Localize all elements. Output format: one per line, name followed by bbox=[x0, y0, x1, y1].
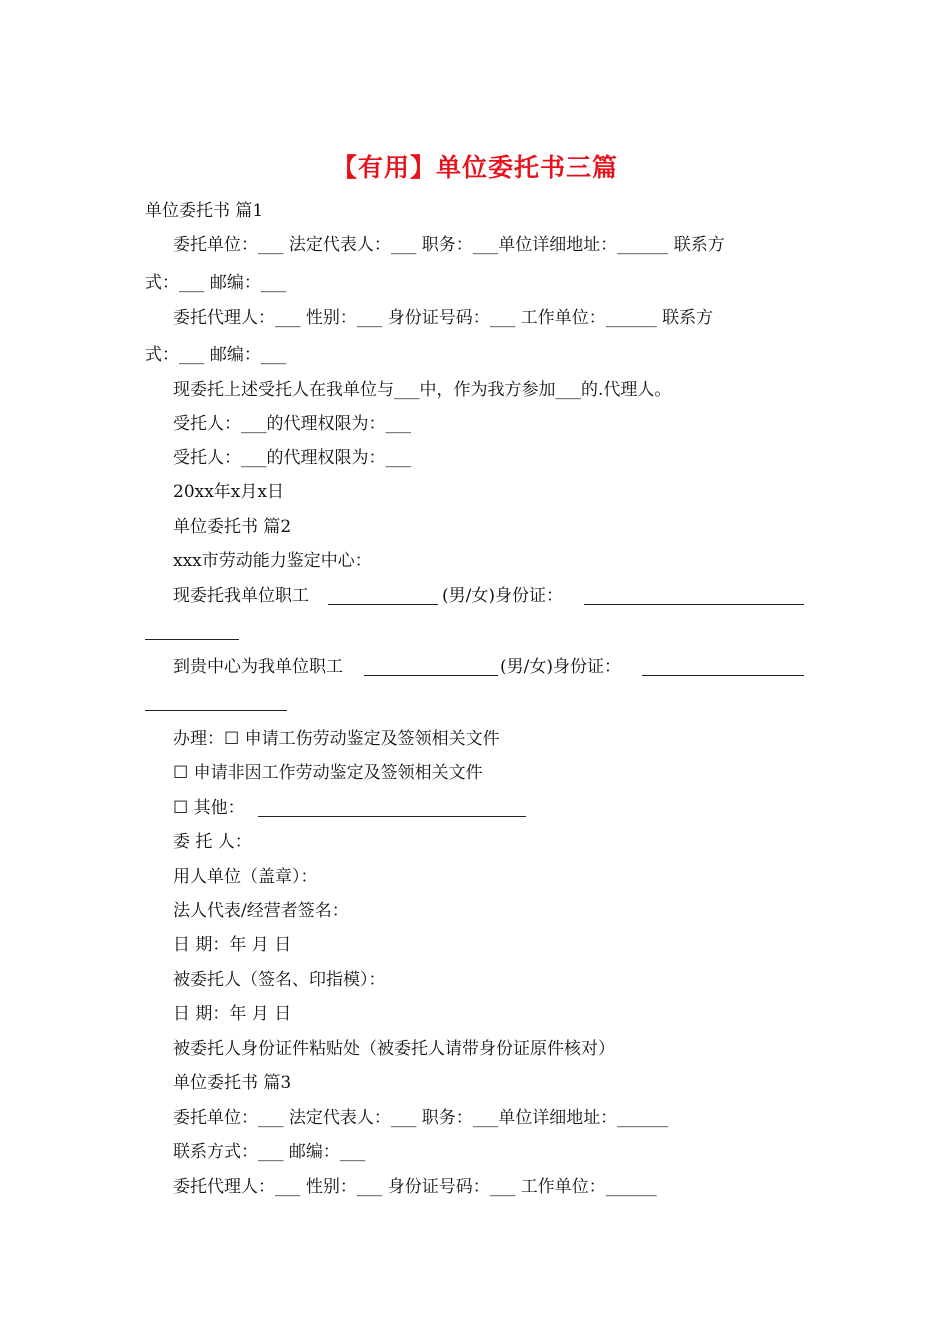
date-line: 20xx年x月x日 bbox=[173, 482, 284, 502]
paragraph-line: 受托人：___的代理权限为：___ bbox=[173, 448, 411, 468]
checkbox-option-line: ☐ 申请非因工作劳动鉴定及签领相关文件 bbox=[173, 763, 483, 783]
paragraph-line: 到贵中心为我单位职工 bbox=[173, 657, 343, 677]
checkbox-option-line: ☐ 其他： bbox=[173, 798, 245, 818]
date-field: 日 期：年 月 日 bbox=[173, 935, 292, 955]
signature-field: 委 托 人： bbox=[173, 832, 252, 852]
addressee-line: xxx市劳动能力鉴定中心： bbox=[173, 551, 372, 571]
paragraph-line: (男/女)身份证： bbox=[442, 586, 563, 606]
section-heading-1: 单位委托书 篇1 bbox=[145, 201, 264, 221]
paragraph-line: 委托单位：___ 法定代表人：___ 职务：___单位详细地址：______ bbox=[173, 1108, 669, 1128]
fill-blank bbox=[258, 816, 526, 817]
paragraph-line: 受托人：___的代理权限为：___ bbox=[173, 414, 411, 434]
document-title: 【有用】单位委托书三篇 bbox=[331, 153, 618, 182]
fill-blank bbox=[145, 639, 239, 640]
paragraph-line: 委托代理人：___ 性别：___ 身份证号码：___ 工作单位：______ bbox=[173, 1177, 657, 1197]
paragraph-line: 现委托上述受托人在我单位与___中，作为我方参加___的.代理人。 bbox=[173, 380, 672, 400]
paragraph-line: 式：___ 邮编：___ bbox=[145, 273, 287, 293]
fill-blank bbox=[364, 675, 498, 676]
date-field: 日 期：年 月 日 bbox=[173, 1004, 292, 1024]
fill-blank bbox=[328, 604, 438, 605]
signature-field: 用人单位（盖章）： bbox=[173, 867, 318, 887]
paragraph-line: 式：___ 邮编：___ bbox=[145, 345, 287, 365]
section-heading-3: 单位委托书 篇3 bbox=[173, 1073, 292, 1093]
fill-blank bbox=[584, 604, 804, 605]
paragraph-line: 现委托我单位职工 bbox=[173, 586, 309, 606]
signature-field: 法人代表/经营者签名： bbox=[173, 901, 349, 921]
checkbox-option-line: 办理：☐ 申请工伤劳动鉴定及签领相关文件 bbox=[173, 729, 500, 749]
paragraph-line: 委托代理人：___ 性别：___ 身份证号码：___ 工作单位：______ 联系方 bbox=[173, 308, 714, 328]
signature-field: 被委托人（签名、印指模）： bbox=[173, 970, 386, 990]
paragraph-line: (男/女)身份证： bbox=[500, 657, 621, 677]
paragraph-line: 联系方式：___ 邮编：___ bbox=[173, 1142, 366, 1162]
paragraph-line: 委托单位：___ 法定代表人：___ 职务：___单位详细地址：______ 联系方 bbox=[173, 235, 725, 255]
fill-blank bbox=[145, 710, 287, 711]
paragraph-line: 被委托人身份证件粘贴处（被委托人请带身份证原件核对） bbox=[173, 1039, 615, 1059]
fill-blank bbox=[642, 675, 804, 676]
section-heading-2: 单位委托书 篇2 bbox=[173, 517, 292, 537]
